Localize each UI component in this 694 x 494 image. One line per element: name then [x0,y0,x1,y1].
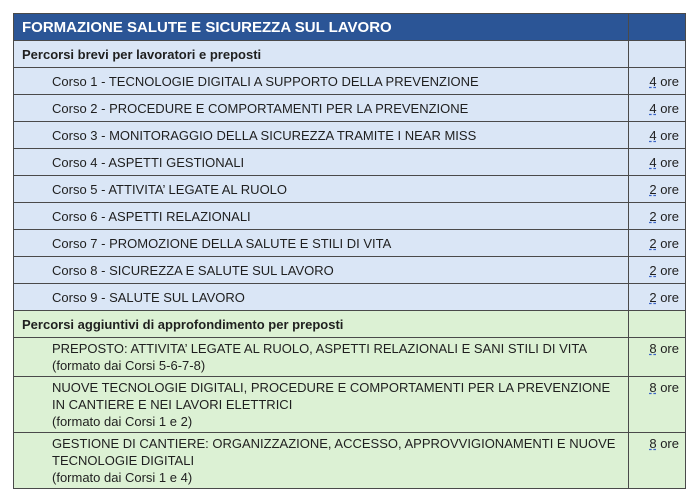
course-row [14,230,686,257]
hours-unit: ore [660,380,679,395]
course-hours [629,230,686,257]
hours-value: 8 [649,436,657,451]
course-name: Corso 5 - ATTIVITA’ LEGATE AL RUOLO [14,176,629,203]
course-row [14,257,686,284]
course-hours [629,149,686,176]
hours-value: 4 [649,73,657,89]
course-composition: (formato dai Corsi 1 e 4) [52,470,193,485]
hours-unit: ore [660,289,679,305]
course-hours [629,377,686,433]
section-heading: Percorsi brevi per lavoratori e preposti [14,41,629,68]
hours-value: 2 [649,235,657,251]
course-hours [629,433,686,489]
hours-unit: ore [660,154,679,170]
section-heading: Percorsi aggiuntivi di approfondimento per preposti [14,311,629,338]
course-row [14,176,686,203]
course-description [14,433,629,489]
course-name-continued: IN CANTIERE E NEI LAVORI ELETTRICI [52,397,293,412]
hours-value: 4 [649,100,657,116]
hours-value: 8 [649,341,657,356]
course-hours [629,338,686,377]
course-name: GESTIONE DI CANTIERE: ORGANIZZAZIONE, ACCESSO, APPROVVIGIONAMENTI E NUOVE [52,436,616,451]
hours-unit: ore [660,436,679,451]
hours-value: 2 [649,181,657,197]
course-hours [629,284,686,311]
course-row [14,377,686,433]
course-name-continued: TECNOLOGIE DIGITALI [52,453,195,468]
section-hours-cell [629,311,686,338]
course-hours [629,257,686,284]
course-name: Corso 6 - ASPETTI RELAZIONALI [14,203,629,230]
section-heading-row [14,311,686,338]
course-name: NUOVE TECNOLOGIE DIGITALI, PROCEDURE E COMPORTAMENTI PER LA PREVENZIONE [52,380,611,395]
section-hours-cell [629,41,686,68]
course-hours [629,95,686,122]
course-name: Corso 7 - PROMOZIONE DELLA SALUTE E STILI DI VITA [14,230,629,257]
course-hours [629,176,686,203]
course-row [14,338,686,377]
hours-unit: ore [660,235,679,251]
course-row [14,95,686,122]
course-name: Corso 4 - ASPETTI GESTIONALI [14,149,629,176]
course-row [14,433,686,489]
hours-value: 8 [649,380,657,395]
course-name: Corso 9 - SALUTE SUL LAVORO [14,284,629,311]
course-name: Corso 3 - MONITORAGGIO DELLA SICUREZZA TRAMITE I NEAR MISS [14,122,629,149]
hours-unit: ore [660,262,679,278]
course-name: PREPOSTO: ATTIVITA’ LEGATE AL RUOLO, ASPETTI RELAZIONALI E SANI STILI DI VITA [52,341,588,356]
hours-unit: ore [660,127,679,143]
course-row [14,149,686,176]
course-row [14,122,686,149]
course-composition: (formato dai Corsi 1 e 2) [52,414,193,429]
course-name: Corso 1 - TECNOLOGIE DIGITALI A SUPPORTO DELLA PREVENZIONE [14,68,629,95]
title-hours-cell [629,14,686,41]
course-description [14,377,629,433]
hours-value: 2 [649,208,657,224]
course-description [14,338,629,377]
hours-unit: ore [660,73,679,89]
course-row [14,284,686,311]
hours-value: 4 [649,154,657,170]
course-hours [629,203,686,230]
hours-unit: ore [660,341,679,356]
course-table [13,13,686,489]
course-name: Corso 8 - SICUREZZA E SALUTE SUL LAVORO [14,257,629,284]
course-row [14,203,686,230]
course-hours [629,122,686,149]
course-composition: (formato dai Corsi 5-6-7-8) [52,358,206,373]
hours-unit: ore [660,208,679,224]
course-hours [629,68,686,95]
hours-value: 4 [649,127,657,143]
course-name: Corso 2 - PROCEDURE E COMPORTAMENTI PER LA PREVENZIONE [14,95,629,122]
title-row [14,14,686,41]
hours-unit: ore [660,100,679,116]
hours-value: 2 [649,289,657,305]
section-heading-row [14,41,686,68]
hours-value: 2 [649,262,657,278]
course-row [14,68,686,95]
table-title: FORMAZIONE SALUTE E SICUREZZA SUL LAVORO [14,14,629,41]
hours-unit: ore [660,181,679,197]
